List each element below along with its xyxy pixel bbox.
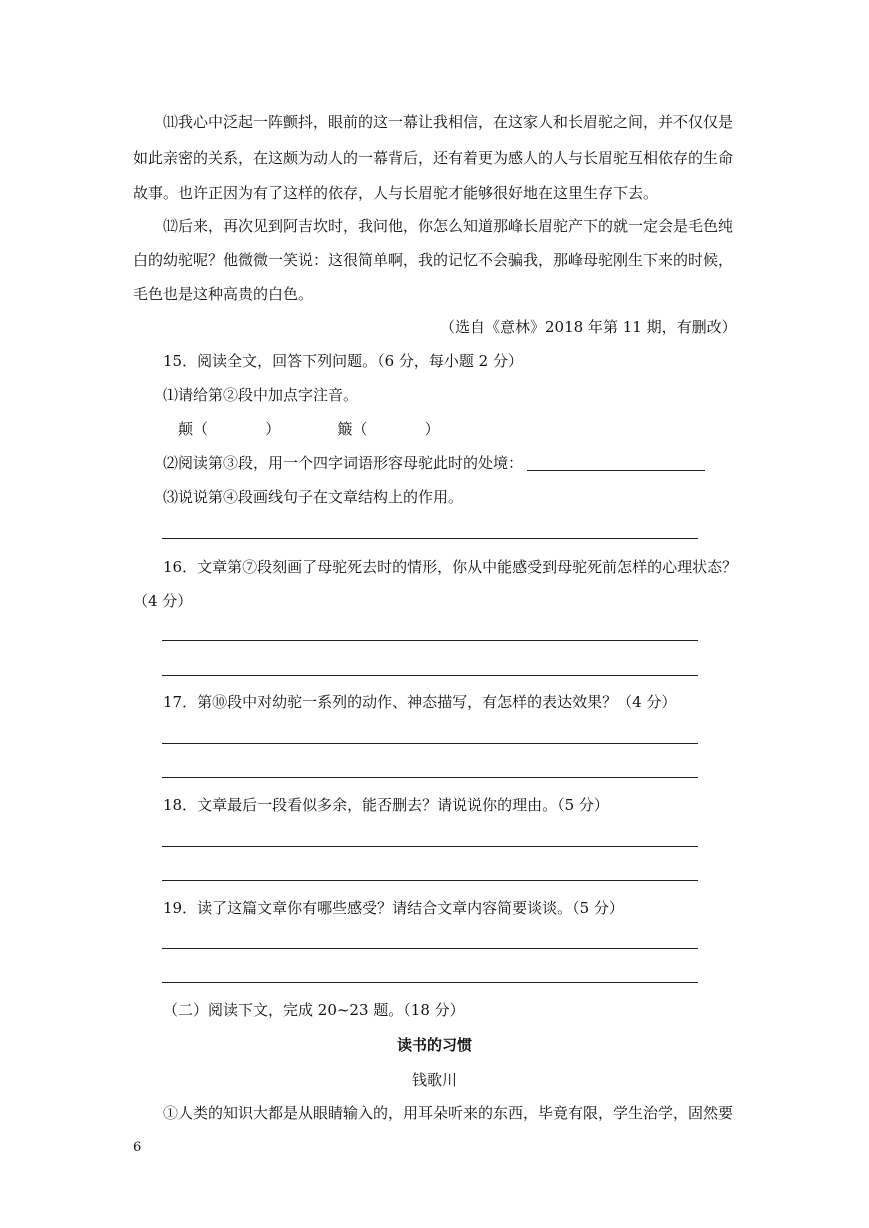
paragraph-12-line-1: ⑿后来，再次见到阿吉坎时，我问他，你怎么知道那峰长眉驼产下的就一定会是毛色纯 [163,217,734,235]
answer-line-16-1[interactable] [162,640,698,641]
answer-line-18-2[interactable] [162,880,698,881]
question-15-sub-3: ⑶说说第④段画线句子在文章结构上的作用。 [163,488,464,506]
section-2-heading: （二）阅读下文，完成 20~23 题。（18 分） [163,1001,465,1019]
paragraph-12-line-2: 白的幼驼呢？他微微一笑说：这很简单啊，我的记忆不会骗我，那峰母驼刚生下来的时候， [133,251,734,269]
section-2-paragraph-1: ①人类的知识大都是从眼睛输入的，用耳朵听来的东西，毕竟有限，学生治学，固然要 [163,1104,734,1122]
answer-line-19-1[interactable] [162,948,698,949]
answer-line-15-3[interactable] [162,538,698,539]
answer-line-17-1[interactable] [162,743,698,744]
answer-line-18-1[interactable] [162,846,698,847]
paragraph-11-line-1: ⑾我心中泛起一阵颤抖，眼前的这一幕让我相信，在这家人和长眉驼之间，并不仅仅是 [163,113,734,131]
answer-line-17-2[interactable] [162,777,698,778]
answer-line-19-2[interactable] [162,982,698,983]
paragraph-12-line-3: 毛色也是这种高贵的白色。 [133,285,314,303]
question-19: 19．读了这篇文章你有哪些感受？请结合文章内容简要谈谈。（5 分） [163,899,624,917]
answer-blank-15-2[interactable] [527,470,705,471]
article-author: 钱歌川 [411,1071,457,1089]
question-15-sub-2: ⑵阅读第③段，用一个四字词语形容母驼此时的处境： [163,454,524,472]
article-title: 读书的习惯 [396,1036,472,1054]
question-15-stem: 15．阅读全文，回答下列问题。（6 分，每小题 2 分） [163,352,523,370]
question-16-line-1: 16．文章第⑦段刻画了母驼死去时的情形，你从中能感受到母驼死前怎样的心理状态？ [163,558,738,576]
source-citation: （选自《意林》2018 年第 11 期，有删改） [440,318,737,336]
question-17: 17．第⑩段中对幼驼一系列的动作、神态描写，有怎样的表达效果？（4 分） [163,693,677,711]
pinyin-answer-slots[interactable]: 颠（ ） 簸（ ） [178,420,440,438]
paragraph-11-line-2: 如此亲密的关系，在这颇为动人的一幕背后，还有着更为感人的人与长眉驼互相依存的生命 [133,149,734,167]
question-18: 18．文章最后一段看似多余，能否删去？请说说你的理由。（5 分） [163,796,609,814]
paragraph-11-line-3: 故事。也许正因为有了这样的依存，人与长眉驼才能够很好地在这里生存下去。 [133,184,659,202]
question-16-line-2: （4 分） [133,592,193,610]
answer-line-16-2[interactable] [162,675,698,676]
question-15-sub-1: ⑴请给第②段中加点字注音。 [163,386,359,404]
page-number: 6 [133,1140,142,1155]
